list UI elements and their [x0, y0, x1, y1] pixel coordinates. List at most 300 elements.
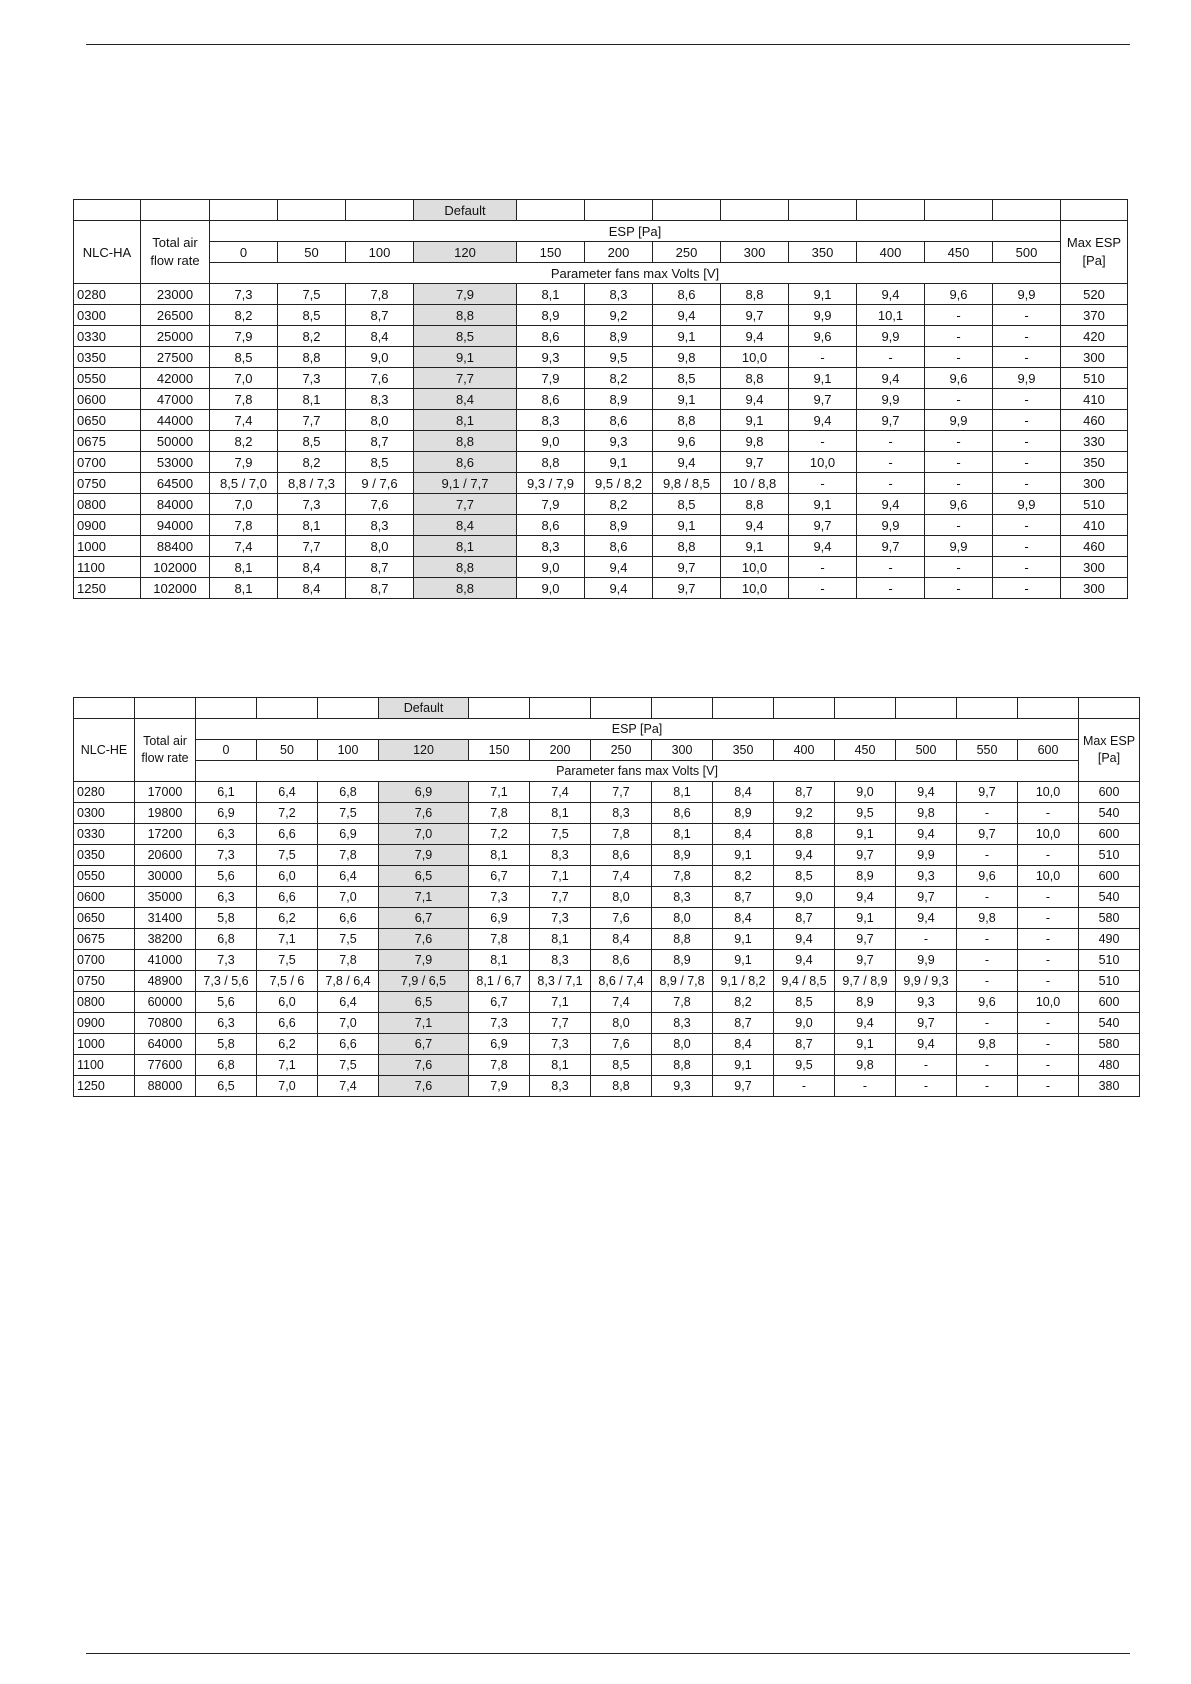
- blank-cell: [278, 200, 346, 221]
- volt-cell: 9,4: [774, 845, 835, 866]
- volt-cell: 7,0: [210, 368, 278, 389]
- table-row: [74, 347, 1128, 368]
- volt-cell: 7,0: [257, 1076, 318, 1097]
- table-row: [74, 950, 1140, 971]
- esp-value-header: 250: [653, 242, 721, 263]
- volt-cell: 9,4: [653, 452, 721, 473]
- volt-cell: 8,8: [414, 431, 517, 452]
- volt-cell: 9,4: [857, 368, 925, 389]
- flow-cell: 64000: [135, 1034, 196, 1055]
- volt-cell: 8,8: [517, 452, 585, 473]
- volt-cell: 10 / 8,8: [721, 473, 789, 494]
- volt-cell: 9,7: [835, 845, 896, 866]
- volt-cell: 6,5: [379, 992, 469, 1013]
- table-row: [74, 1055, 1140, 1076]
- max-esp-cell: 460: [1061, 410, 1128, 431]
- volt-cell: 7,5: [318, 929, 379, 950]
- nlc-ha-fan-voltage-table: [73, 199, 1128, 599]
- volt-cell: 6,6: [257, 824, 318, 845]
- default-marker-row: [74, 698, 1140, 719]
- volt-cell: 7,8 / 6,4: [318, 971, 379, 992]
- volt-cell: 9,4: [896, 824, 957, 845]
- model-cell: 0750: [74, 971, 135, 992]
- blank-cell: [789, 200, 857, 221]
- volt-cell: 7,9 / 6,5: [379, 971, 469, 992]
- volt-cell: 7,8: [210, 515, 278, 536]
- blank-cell: [257, 698, 318, 719]
- volt-cell: -: [789, 473, 857, 494]
- flow-cell: 25000: [141, 326, 210, 347]
- volt-cell: 9,4: [896, 1034, 957, 1055]
- table-row: [74, 971, 1140, 992]
- volt-cell: 8,3: [585, 284, 653, 305]
- volt-cell: 9,4: [721, 389, 789, 410]
- volt-cell: 7,3 / 5,6: [196, 971, 257, 992]
- volt-cell: 9,8: [957, 908, 1018, 929]
- max-esp-cell: 420: [1061, 326, 1128, 347]
- volt-cell: 8,0: [652, 908, 713, 929]
- volt-cell: 7,9: [414, 284, 517, 305]
- volt-cell: 9,1 / 8,2: [713, 971, 774, 992]
- volt-cell: 5,6: [196, 866, 257, 887]
- volt-cell: 10,0: [1018, 866, 1079, 887]
- volt-cell: 9,7: [789, 515, 857, 536]
- flow-cell: 26500: [141, 305, 210, 326]
- volt-cell: 10,0: [1018, 782, 1079, 803]
- volt-cell: 9,1: [789, 284, 857, 305]
- volt-cell: 9,0: [774, 1013, 835, 1034]
- blank-cell: [1079, 698, 1140, 719]
- volt-cell: -: [993, 452, 1061, 473]
- volt-cell: 9,3: [585, 431, 653, 452]
- volt-cell: -: [993, 305, 1061, 326]
- max-esp-cell: 330: [1061, 431, 1128, 452]
- volts-header: Parameter fans max Volts [V]: [210, 263, 1061, 284]
- volt-cell: 8,6: [591, 950, 652, 971]
- volt-cell: 9,7: [789, 389, 857, 410]
- volt-cell: 8,1: [517, 284, 585, 305]
- model-column-header: NLC-HA: [74, 221, 141, 284]
- table-row: [74, 284, 1128, 305]
- volt-cell: 8,9 / 7,8: [652, 971, 713, 992]
- volt-cell: 7,5: [257, 845, 318, 866]
- flow-cell: 84000: [141, 494, 210, 515]
- table-row: [74, 1034, 1140, 1055]
- esp-value-header: 300: [721, 242, 789, 263]
- flow-cell: 44000: [141, 410, 210, 431]
- volt-cell: 8,6: [591, 845, 652, 866]
- volt-cell: 8,8: [721, 494, 789, 515]
- volt-cell: 9,7: [835, 950, 896, 971]
- max-esp-cell: 300: [1061, 347, 1128, 368]
- volt-cell: 7,1: [379, 1013, 469, 1034]
- volt-cell: 7,1: [257, 1055, 318, 1076]
- volt-cell: 8,1: [652, 782, 713, 803]
- volt-cell: 9,6: [925, 368, 993, 389]
- volt-cell: 8,9: [585, 326, 653, 347]
- esp-value-header: 0: [196, 740, 257, 761]
- volt-cell: 8,0: [346, 410, 414, 431]
- model-cell: 1250: [74, 1076, 135, 1097]
- flow-cell: 41000: [135, 950, 196, 971]
- volt-cell: 7,6: [591, 908, 652, 929]
- volt-cell: 9,5: [774, 1055, 835, 1076]
- table-row: [74, 782, 1140, 803]
- model-cell: 1100: [74, 557, 141, 578]
- volt-cell: 8,6: [653, 284, 721, 305]
- volt-cell: 6,9: [196, 803, 257, 824]
- volt-cell: 7,5: [257, 950, 318, 971]
- volt-cell: 8,1: [414, 536, 517, 557]
- volt-cell: 6,2: [257, 908, 318, 929]
- volt-cell: 7,0: [318, 887, 379, 908]
- volt-cell: 7,8: [469, 803, 530, 824]
- max-esp-cell: 540: [1079, 887, 1140, 908]
- blank-cell: [774, 698, 835, 719]
- volt-cell: 9,9: [896, 950, 957, 971]
- esp-value-header: 50: [257, 740, 318, 761]
- model-cell: 1000: [74, 536, 141, 557]
- esp-value-header: 150: [469, 740, 530, 761]
- max-esp-cell: 480: [1079, 1055, 1140, 1076]
- blank-cell: [210, 200, 278, 221]
- volt-cell: 8,1: [414, 410, 517, 431]
- model-cell: 0675: [74, 431, 141, 452]
- volt-cell: -: [1018, 1076, 1079, 1097]
- table-row: [74, 389, 1128, 410]
- esp-header: ESP [Pa]: [196, 719, 1079, 740]
- volt-cell: 8,0: [591, 887, 652, 908]
- volt-cell: 7,5: [530, 824, 591, 845]
- volt-cell: 9,7: [653, 578, 721, 599]
- volt-cell: 9,9: [925, 410, 993, 431]
- volt-cell: 9,4: [585, 578, 653, 599]
- volt-cell: 9,3: [896, 992, 957, 1013]
- esp-value-header: 500: [993, 242, 1061, 263]
- volt-cell: 8,2: [713, 866, 774, 887]
- volt-cell: 9,4: [585, 557, 653, 578]
- table-row: [74, 578, 1128, 599]
- volt-cell: 7,7: [530, 1013, 591, 1034]
- volt-cell: 6,8: [318, 782, 379, 803]
- volt-cell: 7,8: [318, 845, 379, 866]
- volt-cell: 7,6: [591, 1034, 652, 1055]
- esp-value-header: 100: [318, 740, 379, 761]
- volt-cell: 7,8: [210, 389, 278, 410]
- volt-cell: 6,8: [196, 929, 257, 950]
- max-esp-cell: 380: [1079, 1076, 1140, 1097]
- volt-cell: 8,5: [653, 494, 721, 515]
- volt-cell: 9,3: [517, 347, 585, 368]
- volt-cell: 8,4: [414, 515, 517, 536]
- volt-cell: 8,7: [774, 1034, 835, 1055]
- max-esp-header: Max ESP [Pa]: [1079, 719, 1140, 782]
- volt-cell: 9,9: [993, 284, 1061, 305]
- volt-cell: 6,6: [257, 1013, 318, 1034]
- volt-cell: -: [993, 473, 1061, 494]
- volt-cell: 8,3 / 7,1: [530, 971, 591, 992]
- volt-cell: 8,8: [652, 1055, 713, 1076]
- volt-cell: -: [925, 326, 993, 347]
- blank-cell: [530, 698, 591, 719]
- blank-cell: [835, 698, 896, 719]
- header-rule: [86, 44, 1130, 45]
- volt-cell: 9,1: [835, 1034, 896, 1055]
- volt-cell: 8,3: [652, 887, 713, 908]
- volt-cell: 6,1: [196, 782, 257, 803]
- volt-cell: 9,4: [789, 410, 857, 431]
- volt-cell: 9,8: [653, 347, 721, 368]
- volt-cell: -: [857, 431, 925, 452]
- flow-cell: 70800: [135, 1013, 196, 1034]
- volt-cell: 7,3: [530, 1034, 591, 1055]
- volt-cell: 8,4: [713, 908, 774, 929]
- volt-cell: 9,9: [857, 515, 925, 536]
- blank-cell: [713, 698, 774, 719]
- table-row: [74, 536, 1128, 557]
- volt-cell: 8,6: [585, 410, 653, 431]
- volt-cell: 6,0: [257, 866, 318, 887]
- table-row: [74, 845, 1140, 866]
- table-row: [74, 494, 1128, 515]
- volt-cell: 8,6: [517, 326, 585, 347]
- volt-cell: 8,5: [278, 305, 346, 326]
- volt-cell: -: [925, 557, 993, 578]
- volt-cell: 9,2: [774, 803, 835, 824]
- volt-cell: 9,6: [653, 431, 721, 452]
- volt-cell: 8,0: [652, 1034, 713, 1055]
- volt-cell: 8,5: [278, 431, 346, 452]
- blank-cell: [585, 200, 653, 221]
- volt-cell: -: [1018, 1055, 1079, 1076]
- volt-cell: -: [1018, 803, 1079, 824]
- volt-cell: -: [857, 578, 925, 599]
- volt-cell: 8,6: [585, 536, 653, 557]
- volt-cell: -: [957, 971, 1018, 992]
- table-row: [74, 929, 1140, 950]
- volt-cell: 9,0: [835, 782, 896, 803]
- max-esp-cell: 600: [1079, 866, 1140, 887]
- volt-cell: 7,1: [469, 782, 530, 803]
- volt-cell: -: [925, 578, 993, 599]
- table-row: [74, 305, 1128, 326]
- volt-cell: 6,7: [469, 866, 530, 887]
- volt-cell: 7,3: [196, 845, 257, 866]
- volt-cell: 8,7: [346, 305, 414, 326]
- volt-cell: 8,8: [721, 368, 789, 389]
- volt-cell: -: [1018, 950, 1079, 971]
- model-cell: 0600: [74, 389, 141, 410]
- volt-cell: 8,6: [414, 452, 517, 473]
- table-row: [74, 515, 1128, 536]
- flow-cell: 38200: [135, 929, 196, 950]
- volt-cell: 9,8: [896, 803, 957, 824]
- volt-cell: -: [1018, 971, 1079, 992]
- flow-cell: 53000: [141, 452, 210, 473]
- volt-cell: 8,1: [530, 1055, 591, 1076]
- volt-cell: 8,9: [585, 515, 653, 536]
- volt-cell: 7,0: [379, 824, 469, 845]
- esp-values-row: [74, 242, 1128, 263]
- flow-cell: 17000: [135, 782, 196, 803]
- volt-cell: 7,2: [469, 824, 530, 845]
- blank-cell: [469, 698, 530, 719]
- volt-cell: 9,5: [585, 347, 653, 368]
- volt-cell: 7,1: [530, 866, 591, 887]
- volt-cell: -: [957, 1076, 1018, 1097]
- volt-cell: 9,1: [713, 1055, 774, 1076]
- volt-cell: 7,7: [278, 536, 346, 557]
- max-esp-cell: 300: [1061, 578, 1128, 599]
- volt-cell: -: [1018, 1034, 1079, 1055]
- flow-cell: 50000: [141, 431, 210, 452]
- model-cell: 0550: [74, 368, 141, 389]
- volt-cell: 8,5: [414, 326, 517, 347]
- volt-cell: 9,3: [896, 866, 957, 887]
- volt-cell: 8,1: [210, 578, 278, 599]
- max-esp-cell: 510: [1079, 845, 1140, 866]
- model-cell: 0280: [74, 782, 135, 803]
- volt-cell: 8,6: [517, 389, 585, 410]
- model-cell: 0650: [74, 908, 135, 929]
- volt-cell: 9,3: [652, 1076, 713, 1097]
- volt-cell: 8,2: [278, 452, 346, 473]
- volt-cell: 6,9: [469, 908, 530, 929]
- flow-cell: 94000: [141, 515, 210, 536]
- volt-cell: 9,0: [517, 557, 585, 578]
- model-cell: 0700: [74, 950, 135, 971]
- volt-cell: 7,5: [318, 1055, 379, 1076]
- table-row: [74, 431, 1128, 452]
- volt-cell: 9,4: [721, 326, 789, 347]
- volt-cell: 9,7: [653, 557, 721, 578]
- blank-cell: [591, 698, 652, 719]
- volt-cell: 8,2: [713, 992, 774, 1013]
- volt-cell: 5,6: [196, 992, 257, 1013]
- volt-cell: 9,2: [585, 305, 653, 326]
- volt-cell: 6,9: [469, 1034, 530, 1055]
- esp-value-header: 250: [591, 740, 652, 761]
- model-cell: 0800: [74, 494, 141, 515]
- volt-cell: -: [993, 347, 1061, 368]
- esp-value-header: 100: [346, 242, 414, 263]
- model-cell: 0330: [74, 326, 141, 347]
- volt-cell: 8,9: [585, 389, 653, 410]
- volt-cell: 6,3: [196, 887, 257, 908]
- volt-cell: 8,1: [652, 824, 713, 845]
- volt-cell: 9,4: [896, 908, 957, 929]
- volt-cell: 9,7: [835, 929, 896, 950]
- volt-cell: 8,7: [774, 908, 835, 929]
- volt-cell: 6,6: [318, 1034, 379, 1055]
- volt-cell: 6,4: [318, 866, 379, 887]
- volt-cell: 8,7: [346, 557, 414, 578]
- esp-value-header: 400: [857, 242, 925, 263]
- volt-cell: 8,0: [346, 536, 414, 557]
- volt-cell: 10,0: [789, 452, 857, 473]
- volt-cell: 6,0: [257, 992, 318, 1013]
- max-esp-cell: 580: [1079, 1034, 1140, 1055]
- max-esp-cell: 410: [1061, 389, 1128, 410]
- esp-value-header: 120: [379, 740, 469, 761]
- volt-cell: 8,3: [346, 389, 414, 410]
- volt-cell: 6,5: [196, 1076, 257, 1097]
- esp-value-header: 450: [835, 740, 896, 761]
- volt-cell: 9,7: [721, 452, 789, 473]
- flow-cell: 19800: [135, 803, 196, 824]
- volt-cell: 8,3: [517, 536, 585, 557]
- volt-cell: 7,7: [414, 494, 517, 515]
- volt-cell: 6,7: [379, 1034, 469, 1055]
- max-esp-cell: 600: [1079, 782, 1140, 803]
- volt-cell: 9,1: [713, 845, 774, 866]
- model-cell: 0900: [74, 1013, 135, 1034]
- volt-cell: 8,3: [346, 515, 414, 536]
- volt-cell: 8,8: [414, 557, 517, 578]
- volt-cell: 8,9: [517, 305, 585, 326]
- volt-cell: -: [957, 929, 1018, 950]
- volt-cell: 8,7: [346, 578, 414, 599]
- volt-cell: 8,3: [530, 950, 591, 971]
- nlc-he-fan-voltage-table: [73, 697, 1140, 1097]
- volt-cell: 6,9: [379, 782, 469, 803]
- volt-cell: 8,8: [591, 1076, 652, 1097]
- blank-cell: [74, 200, 141, 221]
- esp-value-header: 200: [530, 740, 591, 761]
- volt-cell: 8,9: [652, 845, 713, 866]
- volt-cell: 9,4: [857, 494, 925, 515]
- max-esp-cell: 410: [1061, 515, 1128, 536]
- volt-cell: 7,8: [469, 929, 530, 950]
- volt-cell: 9,4: [721, 515, 789, 536]
- volt-cell: 10,0: [1018, 824, 1079, 845]
- blank-cell: [652, 698, 713, 719]
- volt-cell: -: [993, 326, 1061, 347]
- volt-cell: 8,3: [591, 803, 652, 824]
- volt-cell: 9,1: [721, 410, 789, 431]
- volt-cell: -: [957, 845, 1018, 866]
- flow-cell: 35000: [135, 887, 196, 908]
- volt-cell: 7,5: [278, 284, 346, 305]
- volt-cell: 9,1: [653, 326, 721, 347]
- volt-cell: 10,1: [857, 305, 925, 326]
- flow-cell: 47000: [141, 389, 210, 410]
- volt-cell: 9,9: [789, 305, 857, 326]
- volt-cell: 10,0: [721, 578, 789, 599]
- volt-cell: 9,5 / 8,2: [585, 473, 653, 494]
- volt-cell: 9,9: [857, 326, 925, 347]
- volt-cell: 9,1: [713, 929, 774, 950]
- table-row: [74, 887, 1140, 908]
- esp-value-header: 200: [585, 242, 653, 263]
- volt-cell: 7,5 / 6: [257, 971, 318, 992]
- volt-cell: -: [835, 1076, 896, 1097]
- volt-cell: -: [925, 389, 993, 410]
- volt-cell: 6,7: [379, 908, 469, 929]
- volt-cell: -: [1018, 908, 1079, 929]
- max-esp-cell: 510: [1061, 494, 1128, 515]
- volts-caption-row: [74, 263, 1128, 284]
- max-esp-cell: 300: [1061, 473, 1128, 494]
- volt-cell: 8,8: [653, 410, 721, 431]
- volt-cell: 7,6: [379, 1076, 469, 1097]
- volt-cell: 7,4: [318, 1076, 379, 1097]
- volt-cell: 9,1: [653, 389, 721, 410]
- volt-cell: -: [925, 347, 993, 368]
- volt-cell: 7,6: [379, 803, 469, 824]
- volt-cell: 8,2: [210, 305, 278, 326]
- volt-cell: 9,9: [993, 494, 1061, 515]
